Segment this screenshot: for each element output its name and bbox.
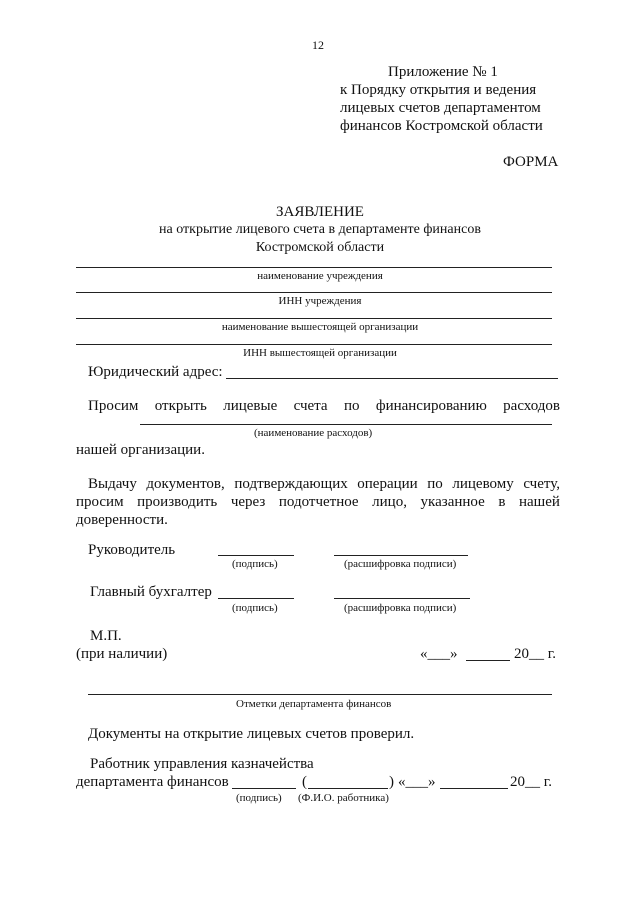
head-decoding-caption: (расшифровка подписи) — [344, 558, 457, 570]
parent-org-name-caption: наименование вышестоящей организации — [221, 321, 419, 333]
request-word: счета — [293, 398, 328, 414]
parent-org-name-line[interactable] — [76, 318, 552, 319]
head-signature-caption: (подпись) — [232, 558, 278, 570]
issuance-word: подотчетное — [278, 494, 359, 510]
issuance-word: документов, — [146, 476, 225, 492]
request-line-2: нашей организации. — [76, 442, 205, 458]
parent-org-inn-line[interactable] — [76, 344, 552, 345]
issuance-word: в — [498, 494, 506, 510]
accountant-decoding-caption: (расшифровка подписи) — [344, 602, 457, 614]
worker-signature-line[interactable] — [232, 788, 296, 789]
issuance-word: подтверждающих — [234, 476, 348, 492]
paren-close: ) — [389, 774, 394, 790]
stamp-label: М.П. — [90, 628, 122, 644]
worker-signature-caption: (подпись) — [236, 792, 282, 804]
chief-accountant-label: Главный бухгалтер — [90, 584, 212, 600]
document-title: ЗАЯВЛЕНИЕ — [276, 204, 364, 220]
appendix-line-3: лицевых счетов департаментом — [340, 100, 541, 116]
worker-fio-caption: (Ф.И.О. работника) — [298, 792, 389, 804]
request-word: финансированию — [375, 398, 487, 414]
issuance-line-3: доверенности. — [76, 512, 168, 528]
institution-inn-line[interactable] — [76, 292, 552, 293]
request-word: Просим — [88, 398, 139, 414]
legal-address-line[interactable] — [226, 378, 558, 379]
issuance-word: просим — [76, 494, 124, 510]
worker-fio-line[interactable] — [308, 788, 388, 789]
request-word: по — [343, 398, 360, 414]
appendix-line-4: финансов Костромской области — [340, 118, 543, 134]
issuance-word: лицевому — [452, 476, 514, 492]
worker-date-year-field[interactable]: 20__ г. — [510, 774, 552, 790]
issuance-line-1 — [88, 476, 560, 493]
form-label: ФОРМА — [503, 154, 559, 170]
documents-checked-text: Документы на открытие лицевых счетов проверил. — [88, 726, 415, 742]
stamp-if-present: (при наличии) — [76, 646, 168, 662]
issuance-word: по — [427, 476, 443, 492]
issuance-word: производить — [137, 494, 218, 510]
date-month-line[interactable] — [466, 660, 510, 661]
request-line-1 — [88, 398, 560, 415]
treasury-worker-label: Работник управления казначейства — [90, 756, 314, 772]
expense-name-line[interactable] — [140, 424, 552, 425]
issuance-word: через — [230, 494, 266, 510]
accountant-signature-caption: (подпись) — [232, 602, 278, 614]
accountant-signature-line[interactable] — [218, 598, 294, 599]
appendix-line-2: к Порядку открытия и ведения — [340, 82, 537, 98]
issuance-word: лицо, — [372, 494, 407, 510]
head-signature-line[interactable] — [218, 555, 294, 556]
finance-department-label: департамента финансов — [76, 774, 229, 790]
finance-marks-line[interactable] — [88, 694, 552, 695]
institution-inn-caption: ИНН учреждения — [278, 295, 362, 307]
institution-name-line[interactable] — [76, 267, 552, 268]
page-number: 12 — [312, 38, 324, 52]
worker-date-day-field[interactable]: «___» — [398, 774, 436, 790]
issuance-word: счету, — [523, 476, 560, 492]
issuance-word: указанное — [420, 494, 485, 510]
worker-date-month-line[interactable] — [440, 788, 508, 789]
issuance-word: нашей — [519, 494, 560, 510]
request-word: открыть — [154, 398, 207, 414]
head-label: Руководитель — [88, 542, 176, 558]
finance-marks-caption: Отметки департамента финансов — [236, 698, 392, 710]
expense-name-caption: (наименование расходов) — [254, 427, 373, 439]
issuance-line-2 — [76, 494, 560, 511]
issuance-word: Выдачу — [88, 476, 137, 492]
institution-name-caption: наименование учреждения — [257, 270, 383, 282]
document-subtitle-1: на открытие лицевого счета в департаменте финансов — [159, 222, 481, 237]
date-day-field[interactable]: «___» — [420, 646, 458, 662]
head-decoding-line[interactable] — [334, 555, 468, 556]
issuance-word: операции — [357, 476, 418, 492]
document-subtitle-2: Костромской области — [255, 240, 385, 255]
appendix-line-1: Приложение № 1 — [388, 64, 498, 80]
paren-open: ( — [302, 774, 307, 790]
parent-org-inn-caption: ИНН вышестоящей организации — [243, 347, 397, 359]
legal-address-label: Юридический адрес: — [88, 364, 223, 380]
request-word: лицевые — [223, 398, 278, 414]
request-word: расходов — [503, 398, 560, 414]
date-year-field[interactable]: 20__ г. — [514, 646, 556, 662]
accountant-decoding-line[interactable] — [334, 598, 470, 599]
